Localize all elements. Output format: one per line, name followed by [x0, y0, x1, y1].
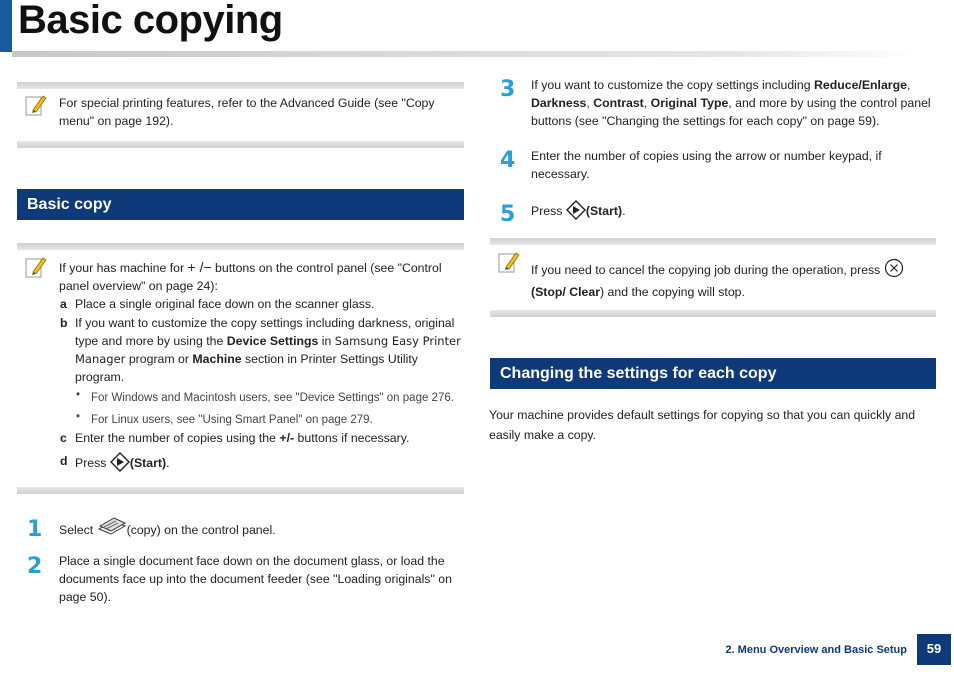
start-label: (Start)	[585, 204, 623, 218]
comma: ,	[906, 78, 911, 92]
step-1-text-a: Select	[59, 523, 97, 537]
step-1-text-b: (copy) on the control panel.	[126, 523, 276, 537]
step-number-4: 4	[500, 148, 516, 173]
sub-text-d-1: Press	[75, 456, 110, 470]
note-bottom-bar	[17, 141, 464, 148]
note-top-bar	[17, 82, 464, 89]
machine-label: Machine	[192, 352, 242, 366]
sub-text-c	[75, 429, 460, 447]
note2-intro-text: If your has machine for	[59, 261, 188, 275]
sub-text-d-2: .	[166, 456, 170, 470]
start-label: (Start)	[129, 456, 167, 470]
note-pencil-icon	[25, 94, 47, 118]
page-number: 59	[917, 634, 951, 665]
bullet-dot: •	[76, 411, 81, 423]
note-pencil-icon	[25, 256, 47, 280]
step-3-text	[531, 76, 936, 130]
bullet-dot: •	[76, 389, 81, 401]
footer-section-title: 2. Menu Overview and Basic Setup	[725, 644, 907, 656]
note-top-bar	[490, 238, 936, 245]
sub-text-c-1: Enter the number of copies using the	[75, 431, 280, 445]
note-bottom-bar	[17, 487, 464, 494]
section-header-changing-settings: Changing the settings for each copy	[490, 358, 936, 389]
sub-text-b-3: program or	[125, 352, 193, 366]
note3-text-c: ) and the copying will stop.	[600, 285, 745, 299]
plus-minus-bold: +/-	[279, 431, 295, 445]
note-bottom-bar	[490, 310, 936, 317]
sub-text-b-1: If you want to customize the copy settings including darkness, original type and more by using the	[75, 316, 455, 348]
sub-text-d	[75, 452, 460, 472]
step-number-3: 3	[500, 77, 516, 102]
comma: ,	[643, 96, 651, 110]
sub-text-c-2: buttons if necessary.	[294, 431, 410, 445]
title-rule	[12, 51, 917, 57]
sub-label-c: c	[60, 431, 67, 445]
sub-label-a: a	[60, 297, 67, 311]
sub-text-a: Place a single original face down on the scanner glass.	[75, 297, 375, 311]
stop-clear-label: (Stop/ Clear	[531, 285, 601, 299]
device-settings-label: Device Settings	[226, 334, 319, 348]
sub-label-d: d	[60, 454, 68, 468]
sub-text-b	[75, 314, 463, 386]
darkness-label: Darkness	[531, 96, 587, 110]
start-diamond-icon	[566, 200, 586, 220]
step-5-text	[531, 200, 921, 220]
app-name: Samsung Easy Printer Manager	[75, 334, 461, 366]
start-diamond-icon	[110, 452, 130, 472]
note2-intro	[59, 258, 464, 295]
contrast-label: Contrast	[593, 96, 644, 110]
note1-text: For special printing features, refer to the Advanced Guide (see "Copy menu" on page 192).	[59, 96, 435, 128]
note-top-bar	[17, 243, 464, 250]
step-4-text: Enter the number of copies using the arrow or number keypad, if necessary.	[531, 149, 882, 181]
note3-text	[531, 258, 937, 303]
step-number-2: 2	[27, 554, 43, 579]
bullet-linux: For Linux users, see "Using Smart Panel" on page 279.	[91, 414, 373, 426]
step-1-text	[59, 517, 464, 539]
note-pencil-icon	[498, 251, 520, 275]
note2-intro-text-2: buttons on the control panel (see "Control panel overview" on page 24):	[59, 261, 442, 293]
section-body-text: Your machine provides default settings for copying so that you can quickly and easily make a copy.	[489, 408, 916, 442]
copy-stack-icon	[97, 517, 127, 537]
step-number-1: 1	[27, 517, 43, 542]
title-accent-bar	[0, 0, 12, 52]
stop-x-icon	[884, 258, 904, 278]
sub-text-b-4: section in Printer Settings Utility program.	[75, 352, 418, 384]
reduce-enlarge-label: Reduce/Enlarge	[813, 78, 907, 92]
step-number-5: 5	[500, 202, 516, 227]
page-title: Basic copying	[18, 0, 283, 42]
sub-label-b: b	[60, 316, 68, 330]
plus-minus-symbol: + /−	[187, 259, 212, 275]
comma: ,	[586, 96, 594, 110]
bullet-windows: For Windows and Macintosh users, see "Device Settings" on page 276.	[91, 392, 454, 404]
sub-text-b-2: in	[318, 334, 335, 348]
step-3-text-d: , and more by using the control panel buttons (see "Changing the settings for each copy" on page 59).	[531, 96, 931, 128]
step-2-text: Place a single document face down on the document glass, or load the documents face up into the document feeder (see "Loading originals" on page 50).	[59, 554, 452, 604]
step-3-text-a: If you want to customize the copy settings including	[531, 78, 814, 92]
note3-text-a: If you need to cancel the copying job during the operation, press	[531, 263, 884, 277]
step-5-text-a: Press	[531, 204, 566, 218]
section-header-basic-copy: Basic copy	[17, 189, 464, 220]
period: .	[622, 204, 626, 218]
original-type-label: Original Type	[650, 96, 729, 110]
